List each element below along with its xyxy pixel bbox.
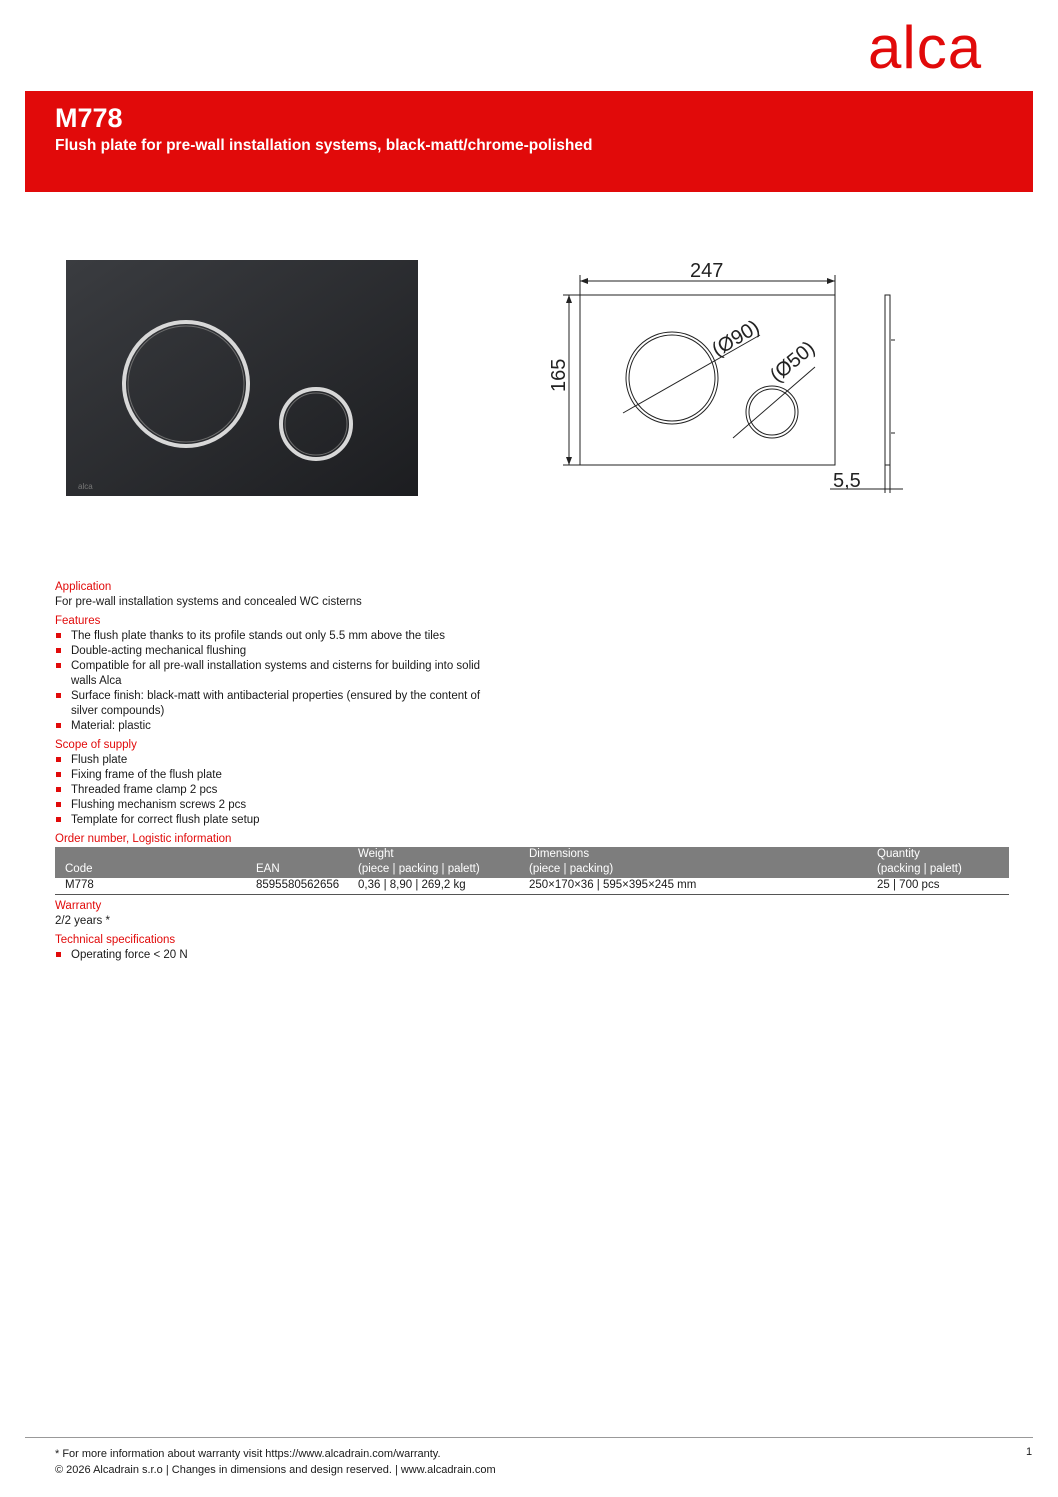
list-item: Operating force < 20 N [55,948,495,963]
photo-brand-mark: alca [78,482,93,491]
features-list [55,629,495,734]
column-header: EAN [256,863,280,875]
title-banner [25,91,1033,192]
list-item: Double-acting mechanical flushing [55,644,495,659]
technical-drawing [545,255,910,500]
drawing-depth-label: 5,5 [833,470,861,492]
column-header: Quantity (packing | palett) [877,848,962,875]
column-header: Weight (piece | packing | palett) [358,848,480,875]
list-item: Fixing frame of the flush plate [55,768,495,783]
drawing-width-label: 247 [690,260,724,282]
svg-text:alca: alca [868,22,983,74]
warranty-text: 2/2 years * [55,915,110,927]
list-item: The flush plate thanks to its profile stands out only 5.5 mm above the tiles [55,629,495,644]
scope-heading: Scope of supply [55,739,137,751]
drawing-small-diameter: (Ø50) [766,337,820,387]
product-photo [66,260,418,496]
warranty-heading: Warranty [55,900,102,912]
alca-logo [868,22,1036,74]
footer-warranty-note: * For more information about warranty visit https://www.alcadrain.com/warranty. [55,1448,441,1460]
column-header: Code [65,863,93,875]
list-item: Flush plate [55,753,495,768]
page-number: 1 [1026,1446,1033,1458]
order-heading: Order number, Logistic information [55,833,232,845]
tech-list [55,948,495,963]
table-cell: 0,36 | 8,90 | 269,2 kg [358,879,466,891]
table-cell: 8595580562656 [256,879,340,891]
table-cell: M778 [65,879,94,891]
list-item: Compatible for all pre-wall installation systems and cisterns for building into solid walls Alca [55,659,495,689]
table-header [55,847,1009,878]
product-details [55,580,1015,963]
list-item: Flushing mechanism screws 2 pcs [55,798,495,813]
column-header: Dimensions (piece | packing) [529,848,614,875]
footer-copyright: © 2026 Alcadrain s.r.o | Changes in dimensions and design reserved. | www.alcadrain.com [55,1464,496,1476]
list-item: Template for correct flush plate setup [55,813,495,828]
table-row [55,878,1009,895]
scope-list [55,753,495,828]
tech-heading: Technical specifications [55,934,176,946]
footer-divider [25,1437,1033,1438]
features-heading: Features [55,615,101,627]
drawing-height-label: 165 [548,358,570,392]
list-item: Surface finish: black-matt with antibacterial properties (ensured by the content of silver compounds) [55,689,495,719]
footer [55,1446,496,1478]
list-item: Threaded frame clamp 2 pcs [55,783,495,798]
list-item: Material: plastic [55,719,495,734]
application-heading: Application [55,581,112,593]
order-table [55,847,1009,895]
drawing-large-diameter: (Ø90) [708,316,764,362]
product-code: M778 [55,103,123,133]
table-cell: 250×170×36 | 595×395×245 mm [529,879,697,891]
application-text: For pre-wall installation systems and concealed WC cisterns [55,596,362,608]
table-cell: 25 | 700 pcs [877,879,940,891]
product-subtitle: Flush plate for pre-wall installation systems, black-matt/chrome-polished [55,137,593,154]
